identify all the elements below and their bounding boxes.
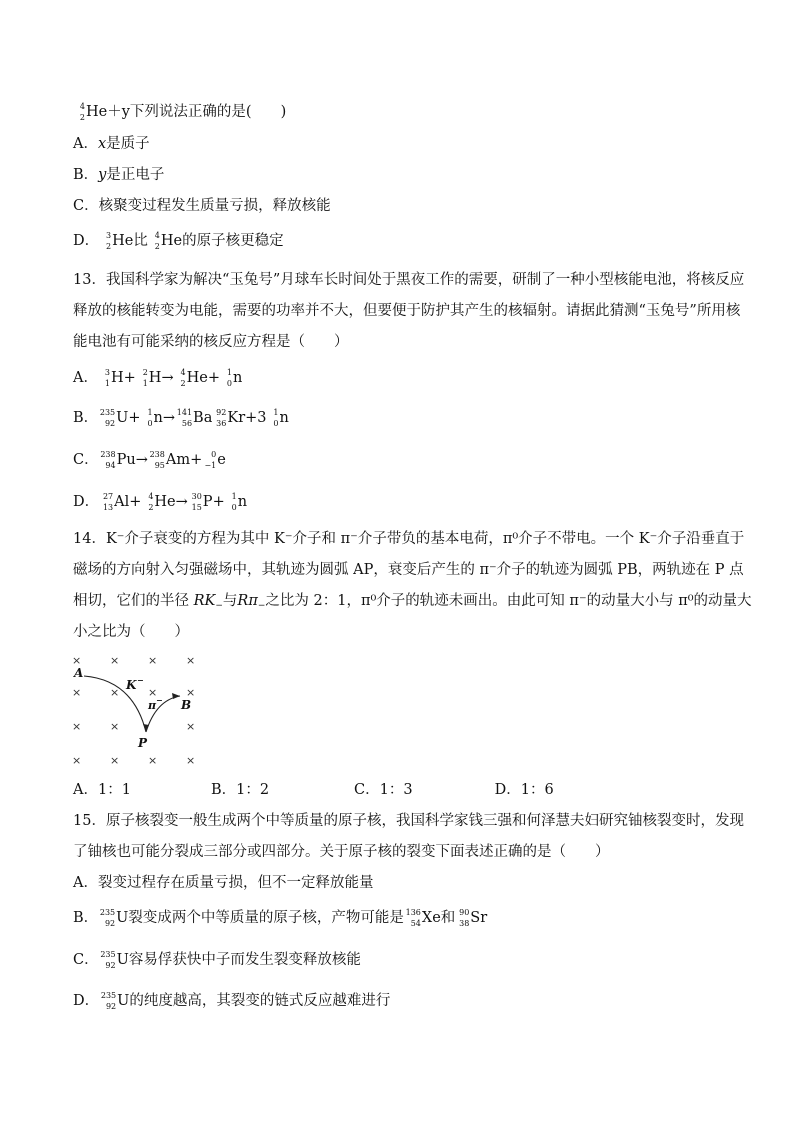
q13-option-d: D． 27 13 Al+ 4 2 He→ 30 15 P+ 1 0 n	[73, 492, 248, 512]
pi-arrow-head	[172, 693, 180, 699]
q12-stem-tail: 4 2 He＋y下列说法正确的是( )	[73, 102, 286, 122]
q12-option-b: B．y是正电子	[73, 167, 165, 183]
q12-option-c: C．核聚变过程发生质量亏损，释放核能	[73, 198, 331, 214]
label-a: A	[74, 666, 84, 680]
cross-mark: ×	[148, 686, 158, 699]
label-pi: π	[148, 699, 157, 712]
q14-option-c: C．1：3	[354, 782, 413, 798]
q13-option-a: A． 3 1 H+ 2 1 H→ 4 2 He+ 1 0 n	[73, 368, 243, 388]
label-p: P	[138, 736, 148, 750]
q15-option-a: A．裂变过程存在质量亏损，但不一定释放能量	[73, 875, 374, 891]
q15-option-b: B． 235 92 U裂变成两个中等质量的原子核，产物可能是 136 54 Xe和 90 38 Sr	[73, 908, 488, 928]
q15-stem-line1: 15．原子核裂变一般生成两个中等质量的原子核，我国科学家钱三强和何泽慧夫妇研究铀核裂变时，发现	[73, 813, 744, 829]
q14-stem-line1: 14．K⁻介子衰变的方程为其中 K⁻介子和 π⁻介子带负的基本电荷，π⁰介子不带电。一个 K⁻介子沿垂直于	[73, 531, 745, 547]
field-crosses	[72, 654, 195, 767]
q14-stem-line3: 相切，它们的半径 $RK_-$与$R\pi_-$之比为 2：1，π⁰介子的轨迹未画出。由此可知 π⁻的动量大小与 π⁰的动量大	[73, 593, 752, 611]
cross-mark: ×	[72, 686, 82, 699]
label-k-sup: −	[137, 675, 144, 685]
cross-mark: ×	[110, 686, 120, 699]
cross-mark: ×	[72, 754, 82, 767]
label-pi-sup: −	[156, 695, 163, 705]
q15-option-d: D． 235 92 U的纯度越高，其裂变的链式反应越难进行	[73, 991, 391, 1011]
q14-stem-line2: 磁场的方向射入匀强磁场中，其轨迹为圆弧 AP，衰变后产生的 π⁻介子的轨迹为圆弧 PB，两轨迹在 P 点	[73, 562, 744, 578]
q14-stem-line4: 小之比为（ ）	[73, 624, 189, 640]
q13-stem-line1: 13．我国科学家为解决“玉兔号”月球车长时间处于黑夜工作的需要，研制了一种小型核能电池，将核反应	[73, 272, 745, 288]
cross-mark: ×	[186, 754, 196, 767]
q13-option-b: B． 235 92 U+ 1 0 n→ 141 56 Ba 92 36 Kr+3 1 0 n	[73, 408, 289, 428]
q13-option-c: C． 238 94 Pu→ 238 95 Am+ 0 −1 e	[73, 450, 226, 470]
q13-stem-line3: 能电池有可能采纳的核反应方程是（ ）	[73, 334, 349, 350]
cross-mark: ×	[186, 720, 196, 733]
cross-mark: ×	[72, 654, 82, 667]
q15-option-c: C． 235 92 U容易俘获快中子而发生裂变释放核能	[73, 950, 361, 970]
q13-stem-line2: 释放的核能转变为电能，需要的功率并不大，但要便于防护其产生的核辐射。请据此猜测“玉兔号”所用核	[73, 303, 741, 319]
cross-mark: ×	[186, 654, 196, 667]
cross-mark: ×	[110, 720, 120, 733]
q14-options	[73, 780, 554, 800]
q12-option-d: D． 3 2 He比 4 2 He的原子核更稳定	[73, 231, 284, 251]
cross-mark: ×	[110, 654, 120, 667]
q14-option-b: B．1：2	[210, 782, 270, 798]
q14-option-d: D．1：6	[494, 782, 554, 798]
cross-mark: ×	[148, 654, 158, 667]
cross-mark: ×	[186, 686, 196, 699]
cross-mark: ×	[148, 754, 158, 767]
cross-mark: ×	[110, 754, 120, 767]
cross-mark: ×	[72, 720, 82, 733]
q15-stem-line2: 了铀核也可能分裂成三部分或四部分。关于原子核的裂变下面表述正确的是（ ）	[73, 844, 610, 860]
q14-option-a: A．1：1	[73, 782, 131, 798]
label-k: K	[126, 678, 137, 692]
q12-option-a: A．x是质子	[73, 136, 150, 152]
magnetic-field-trajectory-figure	[68, 650, 208, 772]
k-arrow-head	[143, 724, 149, 732]
he4-isotope: 4 2	[79, 102, 85, 122]
label-b: B	[181, 698, 192, 712]
